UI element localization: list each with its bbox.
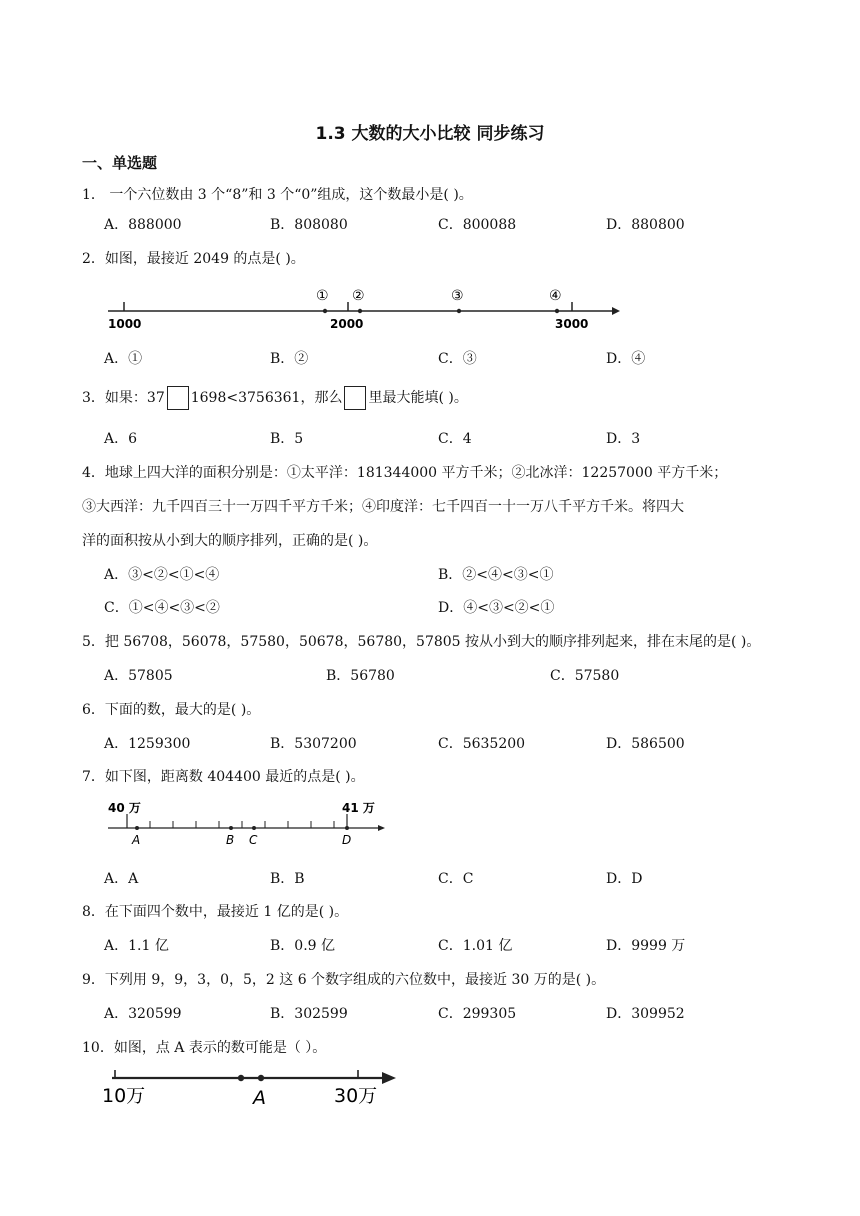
point-label-4: ④ [549,288,562,304]
question-2: 2．如图，最接近 2049 的点是( )。 [82,251,305,267]
point-label-c: C [249,833,258,847]
q9-option-a: A．320599 [104,1006,182,1022]
question-5: 5．把 56708，56078，57580，50678，56780，57805 按从小到大的顺序排列起来，排在末尾的是( )。 [82,634,761,650]
q3-option-c: C．4 [438,431,472,447]
q4-option-d: D．④<③<②<① [438,600,555,616]
arrow-head [612,307,620,315]
q3-option-b: B．5 [270,431,304,447]
tick-label-1000: 1000 [108,317,142,331]
q2-option-a: A．① [104,351,143,367]
point-label-d: D [342,833,352,847]
q1-option-a: A．888000 [104,217,182,233]
q2-option-b: B．② [270,351,309,367]
question-4-line-2: ③大西洋：九千四百三十一万四千平方千米；④印度洋：七千四百一十一万八千平方千米。将四大 [82,499,684,515]
point-label-2: ② [352,288,365,304]
q3-stem-part-2: 1698<3756361，那么 [190,390,343,406]
question-4-line-1: 4．地球上四大洋的面积分别是：①太平洋：181344000 平方千米；②北冰洋：12257000 平方千米； [82,465,728,481]
question-9: 9．下列用 9，9，3，0，5，2 这 6 个数字组成的六位数中，最接近 30 万的是( )。 [82,972,606,988]
point-c [252,826,256,830]
q7-option-d: D．D [606,871,643,887]
q1-option-b: B．808080 [270,217,348,233]
q3-option-a: A．6 [104,431,138,447]
blank-box-2 [344,386,366,410]
q7-option-b: B．B [270,871,305,887]
q9-option-d: D．309952 [606,1006,685,1022]
point-label-3: ③ [451,288,464,304]
page-title: 1.3 大数的大小比较 同步练习 [315,124,545,144]
q9-option-c: C．299305 [438,1006,517,1022]
q9-option-b: B．302599 [270,1006,348,1022]
q7-option-c: C．C [438,871,474,887]
blank-box [167,386,189,410]
question-4-line-3: 洋的面积按从小到大的顺序排列，正确的是( )。 [82,533,378,549]
q5-option-c: C．57580 [550,668,620,684]
q8-option-b: B．0.9 亿 [270,938,336,954]
point-a [258,1075,264,1081]
tick-label-10wan: 10万 [102,1085,146,1107]
q1-option-d: D．880800 [606,217,685,233]
q6-option-b: B．5307200 [270,736,357,752]
q5-option-b: B．56780 [326,668,395,684]
question-1: 1． 一个六位数由 3 个“8”和 3 个“0”组成，这个数最小是( )。 [82,187,473,203]
q7-option-a: A．A [104,871,139,887]
q6-option-a: A．1259300 [104,736,191,752]
point-label-a: A [253,1087,266,1109]
question-8: 8．在下面四个数中，最接近 1 亿的是( )。 [82,904,349,920]
point-label-b: B [226,833,235,847]
q5-option-a: A．57805 [104,668,173,684]
arrow-head [382,1072,396,1084]
tick-label-41wan: 41 万 [342,801,375,815]
point-2 [358,309,362,313]
tick-label-40wan: 40 万 [108,801,141,815]
q6-option-c: C．5635200 [438,736,526,752]
midpoint-dot [238,1075,244,1081]
arrow-head [378,825,385,831]
q3-option-d: D．3 [606,431,641,447]
question-6: 6．下面的数，最大的是( )。 [82,702,261,718]
point-3 [457,309,461,313]
point-label-1: ① [316,288,329,304]
q8-option-d: D．9999 万 [606,938,686,954]
question-10: 10．如图，点 A 表示的数可能是（ ）。 [82,1040,327,1056]
point-d [345,826,349,830]
q2-option-d: D．④ [606,351,646,367]
q8-option-a: A．1.1 亿 [104,938,169,954]
number-line-figure-2 [104,800,394,850]
point-1 [323,309,327,313]
q4-option-b: B．②<④<③<① [438,567,554,583]
q4-option-c: C．①<④<③<② [104,600,220,616]
section-heading: 一、单选题 [82,154,158,172]
point-label-a: A [132,833,141,847]
q2-option-c: C．③ [438,351,477,367]
point-a [135,826,139,830]
q3-stem-part-3: 里最大能填( )。 [368,390,468,406]
q4-option-a: A．③<②<①<④ [104,567,220,583]
point-b [229,826,233,830]
tick-label-3000: 3000 [555,317,589,331]
q1-option-c: C．800088 [438,217,517,233]
q8-option-c: C．1.01 亿 [438,938,513,954]
number-line-figure-1 [100,280,630,335]
tick-label-2000: 2000 [330,317,364,331]
point-4 [555,309,559,313]
question-3 [82,386,468,410]
tick-label-30wan: 30万 [334,1085,378,1107]
number-line-figure-3 [100,1064,405,1114]
q3-stem-part-1: 3．如果：37 [82,390,165,406]
q6-option-d: D．586500 [606,736,685,752]
question-7: 7．如下图，距离数 404400 最近的点是( )。 [82,769,365,785]
